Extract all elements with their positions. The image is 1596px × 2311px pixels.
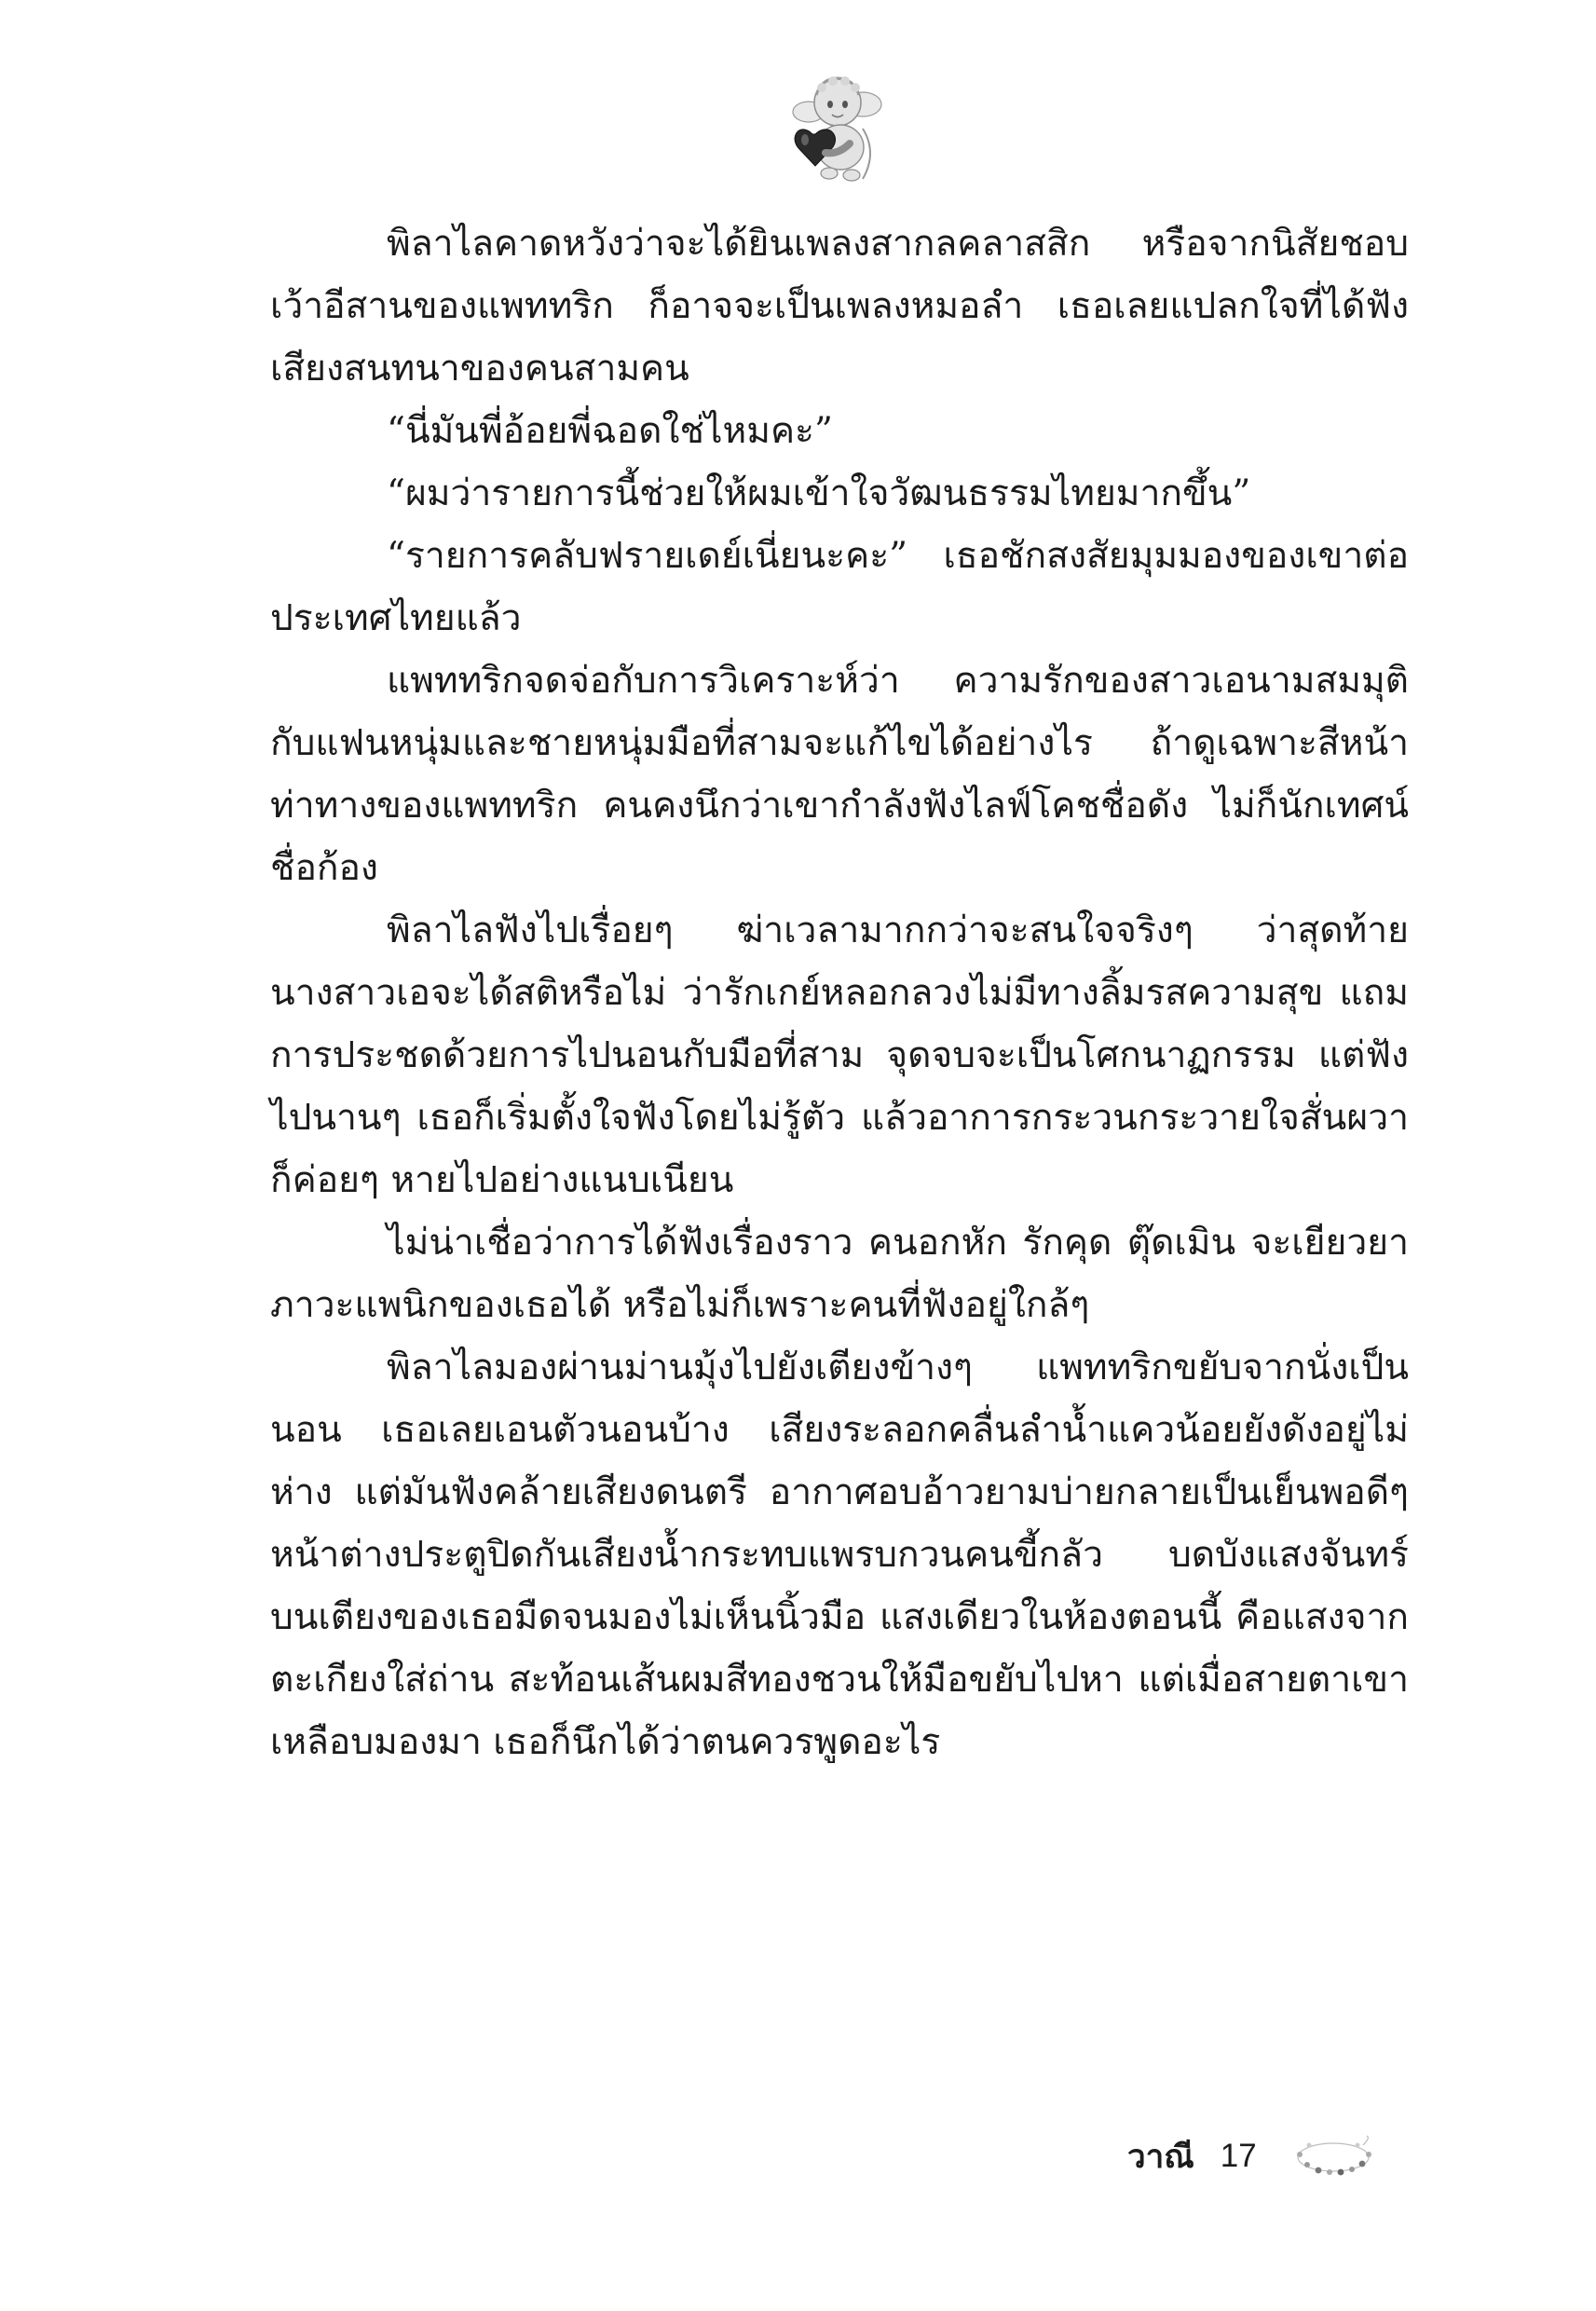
paragraph: ไม่น่าเชื่อว่าการได้ฟังเรื่องราว คนอกหัก รักคุด ตุ๊ดเมิน จะเยียวยาภาวะแพนิกของเธอได้ หรือไม่ก็เพราะคนที่ฟังอยู่ใกล้ๆ — [270, 1222, 1409, 1326]
page-number: 17 — [1220, 2138, 1257, 2174]
paragraph: “รายการคลับฟรายเดย์เนี่ยนะคะ” เธอชักสงสัยมุมมองของเขาต่อประเทศไทยแล้ว — [270, 535, 1409, 639]
bead-bracelet-icon — [1290, 2134, 1376, 2179]
paragraph: แพททริกจดจ่อกับการวิเคราะห์ว่า ความรักของสาวเอนามสมมุติกับแฟนหนุ่มและชายหนุ่มมือที่สามจะแก้ไขได้อย่างไร ถ้าดูเฉพาะสีหน้าท่าทางของแพททริก คนคงนึกว่าเขากำลังฟังไลฟ์โคชชื่อดัง ไม่ก็นักเทศน์ชื่อก้อง — [270, 660, 1409, 889]
paragraph: พิลาไลคาดหวังว่าจะได้ยินเพลงสากลคลาสสิก หรือจากนิสัยชอบเว้าอีสานของแพททริก ก็อาจจะเป็นเพลงหมอลำ เธอเลยแปลกใจที่ได้ฟังเสียงสนทนาของคนสามคน — [270, 223, 1409, 390]
dialogue-line: “ผมว่ารายการนี้ช่วยให้ผมเข้าใจวัฒนธรรมไทยมากขึ้น” — [387, 472, 1251, 514]
story-text — [270, 212, 1409, 1773]
paragraph: พิลาไลฟังไปเรื่อยๆ ฆ่าเวลามากกว่าจะสนใจจริงๆ ว่าสุดท้ายนางสาวเอจะได้สติหรือไม่ ว่ารักเกย์หลอกลวงไม่มีทางลิ้มรสความสุข แถมการประชดด้วยการไปนอนกับมือที่สาม จุดจบจะเป็นโศกนาฏกรรม แต่ฟังไปนานๆ เธอก็เริ่มตั้งใจฟังโดยไม่รู้ตัว แล้วอาการกระวนกระวายใจสั่นผวาก็ค่อยๆ หายไปอย่างแนบเนียน — [270, 909, 1409, 1201]
book-title: วาณี — [1127, 2138, 1194, 2176]
paragraph: พิลาไลมองผ่านม่านมุ้งไปยังเตียงข้างๆ แพททริกขยับจากนั่งเป็นนอน เธอเลยเอนตัวนอนบ้าง เสียงระลอกคลื่นลำน้ำแควน้อยยังดังอยู่ไม่ห่าง แต่มันฟังคล้ายเสียงดนตรี อากาศอบอ้าวยามบ่ายกลายเป็นเย็นพอดีๆ หน้าต่างประตูปิดกันเสียงน้ำกระทบแพรบกวนคนขี้กลัว บดบังแสงจันทร์ บนเตียงของเธอมืดจนมองไม่เห็นนิ้วมือ แสงเดียวในห้องตอนนี้ คือแสงจากตะเกียงใส่ถ่าน สะท้อนเส้นผมสีทองชวนให้มือขยับไปหา แต่เมื่อสายตาเขาเหลือบมองมา เธอก็นึกได้ว่าตนควรพูดอะไร — [270, 1347, 1409, 1763]
page-footer — [1127, 2130, 1376, 2182]
cupid-holding-heart-icon — [784, 67, 887, 188]
dialogue-line: “นี่มันพี่อ้อยพี่ฉอดใช่ไหมคะ” — [387, 410, 833, 452]
